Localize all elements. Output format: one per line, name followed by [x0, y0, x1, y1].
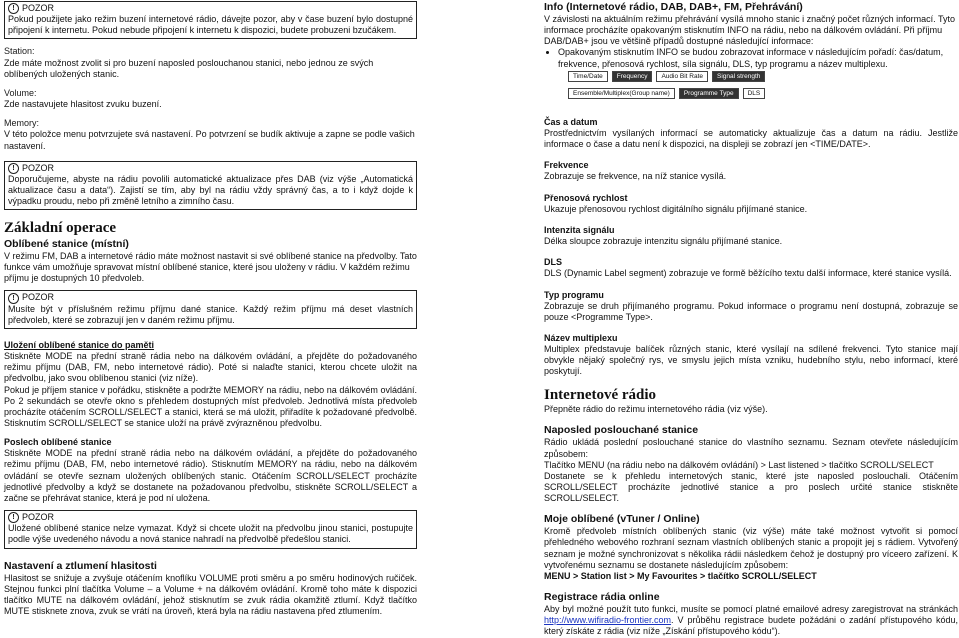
- subheading-listen-favourite: Poslech oblíbené stanice: [4, 437, 112, 448]
- registration-text: [544, 604, 958, 637]
- subheading-frequency: Frekvence: [544, 160, 589, 171]
- warning-title: POZOR: [22, 3, 55, 13]
- favourites-text: V režimu FM, DAB a internetové rádio máte možnost nastavit si své oblíbené stanice na předvolby. Tato funkce vám umožňuje spravovat místní oblíbené stanice, které jsou uloženy v rádiu. V každém režimu příjmu je dostupných 10 předvoleb.: [4, 250, 417, 284]
- warning-box-no-delete: [4, 510, 417, 548]
- memory-label: Memory:: [4, 118, 40, 129]
- signal-text: Délka sloupce zobrazuje intenzitu signálu přijímané stanice.: [544, 236, 783, 247]
- warning-title: POZOR: [22, 512, 55, 523]
- save-paragraph-2: Pokud je příjem stanice v pořádku, stiskněte a podržte MEMORY na rádiu, nebo na dálkovém ovládání. Po 2 sekundách se otevře okno s přehledem dostupných míst předvoleb. Jednotlivá místa předvoleb procházíte otáčením SCROLL/SELECT a stanici, která se má uložit, přiřadíte k požadované předvolbě. Stisknutím SCROLL/SELECT se stanice uloží na právě zvýrazněnou předvolbu.: [4, 384, 417, 428]
- warning-box-reception-mode: [4, 290, 417, 328]
- my-favourites-path: MENU > Station list > My Favourites > tlačítko SCROLL/SELECT: [544, 570, 817, 581]
- volume-label: Volume:: [4, 87, 37, 98]
- subheading-favourites-local: Oblíbené stanice (místní): [4, 237, 129, 250]
- volume-text: Zde nastavujete hlasitost zvuku buzení.: [4, 99, 162, 110]
- save-paragraph-1: Stiskněte MODE na přední straně rádia nebo na dálkovém ovládání, a přejděte do požadovaného režimu příjmu (DAB, FM, nebo internetové rádio). Poté si nalaďte stanici, kterou chcete uložit na předvolbu, jako svou oblíbenou stanici (viz níže).: [4, 351, 417, 384]
- info-list: [544, 47, 958, 69]
- info-text: V závislosti na aktuálním režimu přehrávání vysílá mnoho stanic i značný počet různých informací. Tyto informace procházíte opakovaným stisknutím INFO na rádiu, nebo na dálkovém ovládání. Při příjmu DAB/DAB+ jsou ve většině případů dostupné následující informace:: [544, 14, 956, 47]
- registration-link[interactable]: http://www.wifiradio-frontier.com: [544, 615, 672, 626]
- last-listened-text: Rádio ukládá poslední poslouchané stanice do vlastního seznamu. Seznam otevřete následujícím způsobem:: [544, 437, 958, 459]
- station-text: Zde máte možnost zvolit si pro buzení naposled poslouchanou stanici, nebo jednou ze svých oblíbených uložených stanic.: [4, 57, 374, 79]
- display-item: Signal strength: [712, 71, 765, 82]
- warning-text: Doporučujeme, abyste na rádiu povolili automatické aktualizace přes DAB (viz výše „Automatická aktualizace času a data“). Zajistí se tím, aby byl na rádiu vždy správný čas, a to i když dojde k výpadku proudu, nebo při změně letního a zimního času.: [8, 173, 413, 207]
- last-listened-text-2: Dostanete se k přehledu internetových stanic, které jste naposled poslouchali. Otáčením SCROLL/SELECT procházíte jednotlivé stanice a pro poslech určité stanice stiskněte SCROLL/SELECT.: [544, 470, 958, 504]
- warning-text: Musíte být v příslušném režimu příjmu dané stanice. Každý režim příjmu má deset vlastních předvoleb, které se zobrazují jen v daném režimu příjmu.: [8, 303, 413, 325]
- subheading-programme-type: Typ programu: [544, 289, 604, 300]
- bitrate-text: Ukazuje přenosovou rychlost digitálního signálu přijímané stanice.: [544, 203, 808, 214]
- memory-text: V této položce menu potvrzujete svá nastavení. Po potvrzení se budík aktivuje a zapne se podle vašich nastavení.: [4, 129, 415, 151]
- subheading-volume-mute: Nastavení a ztlumení hlasitosti: [4, 559, 157, 572]
- section-heading-basic-operations: Základní operace: [4, 220, 117, 237]
- internet-radio-text: Přepněte rádio do režimu internetového rádia (viz výše).: [544, 404, 768, 415]
- warning-title: POZOR: [22, 292, 55, 303]
- warning-box-alarm-internet: [4, 1, 417, 39]
- display-item: Time/Date: [568, 71, 608, 82]
- my-favourites-text: Kromě předvoleb místních oblíbených stanic (viz výše) máte také možnost vytvořit si pomocí přehledného webového rozhraní seznam vlastních oblíbených stanic a propojit jej s rádiem. Vytvořený seznam je možné synchronizovat s několika rádii následkem čehož je dostupný pro víceero zařízení. K vytvořenému seznamu se dostanete následujícím způsobem:: [544, 526, 958, 570]
- subheading-bitrate: Přenosová rychlost: [544, 192, 628, 203]
- warning-text: Pokud použijete jako režim buzení internetové rádio, dávejte pozor, aby v čase buzení bylo dostupné připojení k internetu. Pokud nebude připojení k internetu k dispozici, budete probuzeni bzučákem.: [8, 14, 413, 36]
- subheading-dls: DLS: [544, 257, 562, 268]
- subheading-info: Info (Internetové rádio, DAB, DAB+, FM, Přehrávání): [544, 1, 803, 13]
- warning-icon: !: [8, 293, 19, 304]
- frequency-text: Zobrazuje se frekvence, na níž stanice vysílá.: [544, 171, 727, 182]
- warning-box-auto-update: [4, 161, 417, 211]
- display-sequence-diagram: [568, 71, 848, 99]
- subheading-registration: Registrace rádia online: [544, 591, 660, 604]
- warning-title: POZOR: [22, 162, 55, 173]
- last-listened-path: Tlačítko MENU (na rádiu nebo na dálkovém ovládání) > Last listened > tlačítko SCROLL/SELECT: [544, 459, 934, 470]
- subheading-signal: Intenzita signálu: [544, 224, 615, 235]
- warning-icon: !: [8, 163, 19, 174]
- subheading-my-favourites: Moje oblíbené (vTuner / Online): [544, 513, 700, 526]
- warning-text: Uložené oblíbené stanice nelze vymazat. Když si chcete uložit na předvolbu jinou stanici, postupujte podle výše uvedeného návodu a nová stanice nahradí na předvolbě předešlou stanici.: [8, 523, 413, 545]
- time-date-text: Prostřednictvím vysílaných informací se automaticky aktualizuje čas a datum na rádiu. Jestliže informace o čase a datu není k dispozici, na displeji se zobrazí jen <TIME/DATE>.: [544, 127, 958, 150]
- multiplex-text: Multiplex představuje balíček různých stanic, které vysílají na sdílené frekvenci. Tyto stanice mají obvykle nějaký společný rys, ve smyslu jejich místa vzniku, hudebního stylu, nebo informací, které poskytují.: [544, 344, 958, 377]
- info-bullet: • Opakovaným stisknutím INFO se budou zobrazovat informace v následujícím pořadí: čas/datum, frekvence, přenosová rychlost, síla signálu, DLS, typ programu a název multiplexu.: [558, 47, 958, 69]
- subheading-save-favourite: Uložení oblíbené stanice do paměti: [4, 339, 155, 350]
- display-item: DLS: [743, 88, 766, 99]
- right-column: [544, 0, 958, 638]
- warning-icon: !: [8, 3, 19, 14]
- station-label: Station:: [4, 46, 35, 57]
- display-item: Audio Bit Rate: [656, 71, 708, 82]
- subheading-time-date: Čas a datum: [544, 116, 598, 127]
- registration-text-b: . V průběhu registrace budete požádáni o zadání přístupového kódu, který získáte z rádia (viz níže „Získání přístupového kódu“).: [544, 615, 958, 637]
- listen-favourite-text: Stiskněte MODE na přední straně rádia nebo na dálkovém ovládání, a přejděte do požadovaného režimu příjmu (DAB, FM, nebo internetové rádio). Stisknutím MEMORY na rádiu, nebo na dálkovém ovládání se otevře seznam uložených oblíbených stanic. Otáčením SCROLL/SELECT procházíte jednotlivé předvolby a když se dostanete na požadovanou předvolbu, stiskněte SCROLL/SELECT a začne se přehrávat stanice, která je pod ní uložena.: [4, 448, 417, 503]
- display-item: Frequency: [612, 71, 653, 82]
- display-item: Programme Type: [679, 88, 739, 99]
- display-item: Ensemble/Multiplex(Group name): [568, 88, 675, 99]
- warning-icon: !: [8, 512, 19, 523]
- subheading-multiplex: Název multiplexu: [544, 332, 618, 343]
- dls-text: DLS (Dynamic Label segment) zobrazuje ve formě běžícího textu další informace, které stanice vysílá.: [544, 268, 952, 279]
- volume-mute-text: Hlasitost se snižuje a zvyšuje otáčením knoflíku VOLUME proti směru a po směru hodinových ručiček. Stejnou funkci plní tlačítka Volume – a Volume + na dálkovém ovládání. Kromě toho máte k dispozici tlačítko MUTE na dálkovém ovládání, jehož stisknutím se zvuk rádia okamžitě ztlumí. Když tlačítko MUTE stisknete znova, zvuk se vrátí na úroveň, která byla na rádiu nastavena před ztlumením.: [4, 572, 417, 617]
- registration-text-a: Aby byl možné použít tuto funkci, musíte se pomocí platné emailové adresy zaregistrovat na stránkách: [544, 604, 958, 615]
- subheading-last-listened: Naposled poslouchané stanice: [544, 424, 699, 437]
- programme-type-text: Zobrazuje se druh přijímaného programu. Pokud informace o programu není dostupná, zobrazuje se pouze <Programme Type>.: [544, 300, 958, 322]
- left-column: [4, 0, 417, 617]
- section-heading-internet-radio: Internetové rádio: [544, 386, 657, 403]
